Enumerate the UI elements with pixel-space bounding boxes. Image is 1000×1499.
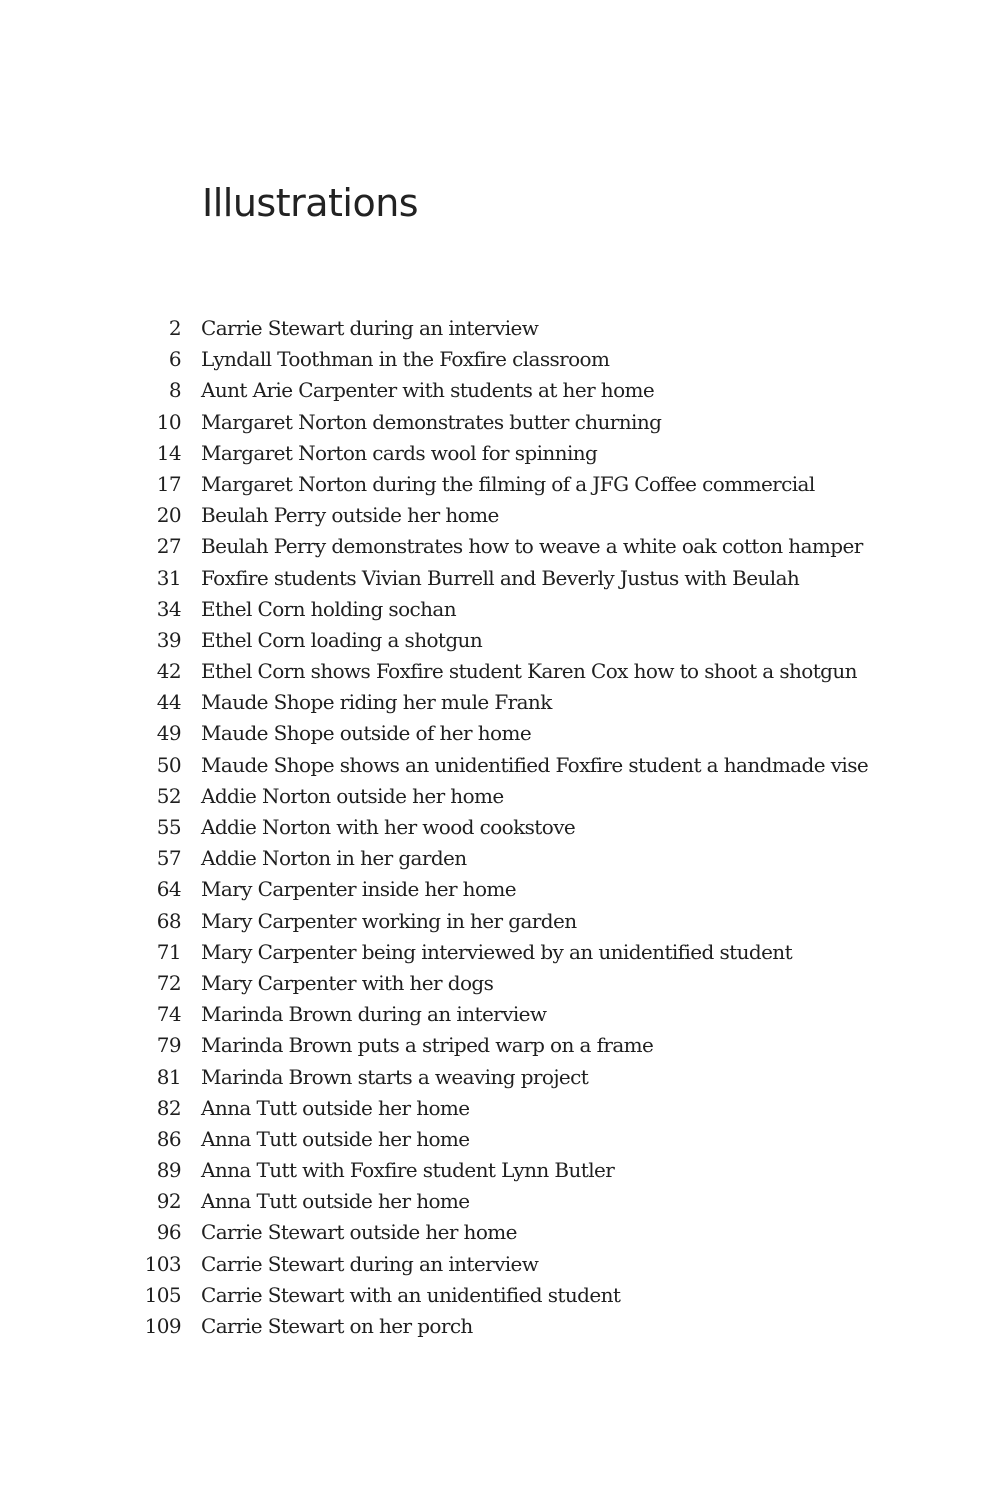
- list-item: [130, 750, 868, 781]
- page-number: 81: [156, 1064, 181, 1089]
- list-item: [130, 718, 868, 749]
- list-item: [130, 906, 868, 937]
- page-number: 34: [156, 596, 181, 621]
- page-number: 50: [156, 752, 181, 777]
- illustrations-list: [130, 313, 868, 1342]
- list-item: [130, 999, 868, 1030]
- list-item: [130, 843, 868, 874]
- list-item: [130, 531, 868, 562]
- list-item: [130, 313, 868, 344]
- illustration-caption: Ethel Corn loading a shotgun: [201, 627, 483, 652]
- list-item: [130, 1030, 868, 1061]
- list-item: [130, 594, 868, 625]
- illustration-caption: Mary Carpenter being interviewed by an unidentified student: [201, 939, 793, 964]
- illustration-caption: Margaret Norton during the filming of a JFG Coffee commercial: [201, 471, 815, 496]
- page-number: 14: [156, 440, 181, 465]
- illustration-caption: Addie Norton outside her home: [201, 783, 504, 808]
- page-number: 105: [144, 1282, 181, 1307]
- page-number: 39: [156, 627, 181, 652]
- illustration-caption: Carrie Stewart with an unidentified student: [201, 1282, 621, 1307]
- list-item: [130, 1093, 868, 1124]
- list-item: [130, 469, 868, 500]
- illustration-caption: Margaret Norton cards wool for spinning: [201, 440, 598, 465]
- page-number: 20: [156, 503, 181, 528]
- page-number: 79: [156, 1033, 181, 1058]
- page-number: 8: [168, 378, 181, 403]
- page-number: 57: [156, 846, 181, 871]
- list-item: [130, 563, 868, 594]
- list-item: [130, 1217, 868, 1248]
- illustration-caption: Anna Tutt outside her home: [201, 1189, 470, 1214]
- illustration-caption: Anna Tutt outside her home: [201, 1095, 470, 1120]
- illustration-caption: Carrie Stewart on her porch: [201, 1314, 473, 1338]
- illustration-caption: Carrie Stewart outside her home: [201, 1220, 517, 1245]
- illustration-caption: Beulah Perry demonstrates how to weave a white oak cotton hamper: [201, 534, 863, 559]
- illustration-caption: Ethel Corn shows Foxfire student Karen Cox how to shoot a shotgun: [201, 659, 857, 684]
- page-number: 82: [156, 1095, 181, 1120]
- illustration-caption: Maude Shope outside of her home: [201, 721, 532, 746]
- illustration-caption: Lyndall Toothman in the Foxfire classroom: [201, 347, 610, 372]
- page-number: 27: [156, 534, 181, 559]
- page-number: 42: [156, 659, 181, 684]
- list-item: [130, 1280, 868, 1311]
- list-item: [130, 1249, 868, 1280]
- illustration-caption: Mary Carpenter inside her home: [201, 877, 517, 902]
- illustration-caption: Aunt Arie Carpenter with students at her home: [201, 378, 655, 403]
- page-number: 6: [168, 347, 181, 372]
- illustration-caption: Foxfire students Vivian Burrell and Beverly Justus with Beulah: [201, 565, 800, 590]
- list-item: [130, 1311, 868, 1342]
- page-number: 89: [156, 1158, 181, 1183]
- page-number: 17: [156, 471, 181, 496]
- list-item: [130, 375, 868, 406]
- illustration-caption: Ethel Corn holding sochan: [201, 596, 457, 621]
- illustration-caption: Maude Shope riding her mule Frank: [201, 690, 552, 715]
- illustration-caption: Marinda Brown starts a weaving project: [201, 1064, 589, 1089]
- page-number: 71: [156, 939, 181, 964]
- list-item: [130, 407, 868, 438]
- page-title: Illustrations: [202, 181, 419, 225]
- illustration-caption: Carrie Stewart during an interview: [201, 316, 539, 340]
- list-item: [130, 781, 868, 812]
- page-number: 103: [144, 1251, 181, 1276]
- page-number: 55: [156, 815, 181, 839]
- list-item: [130, 1124, 868, 1155]
- page-number: 52: [156, 783, 181, 808]
- page-number: 96: [156, 1220, 181, 1245]
- list-item: [130, 1062, 868, 1093]
- illustration-caption: Anna Tutt with Foxfire student Lynn Butler: [201, 1158, 615, 1183]
- list-item: [130, 656, 868, 687]
- illustration-caption: Mary Carpenter working in her garden: [201, 908, 577, 933]
- illustration-caption: Maude Shope shows an unidentified Foxfire student a handmade vise: [201, 752, 869, 777]
- list-item: [130, 874, 868, 905]
- illustration-caption: Margaret Norton demonstrates butter churning: [201, 409, 662, 434]
- list-item: [130, 687, 868, 718]
- page-number: 74: [156, 1002, 181, 1027]
- page-number: 10: [156, 409, 181, 434]
- list-item: [130, 812, 868, 843]
- list-item: [130, 344, 868, 375]
- illustration-caption: Marinda Brown during an interview: [201, 1002, 547, 1027]
- page-number: 86: [156, 1126, 181, 1151]
- list-item: [130, 968, 868, 999]
- illustration-caption: Addie Norton with her wood cookstove: [201, 815, 576, 839]
- list-item: [130, 1186, 868, 1217]
- page-number: 109: [144, 1314, 181, 1338]
- page-number: 72: [156, 970, 181, 995]
- page-number: 2: [168, 316, 181, 340]
- illustration-caption: Anna Tutt outside her home: [201, 1126, 470, 1151]
- list-item: [130, 625, 868, 656]
- illustration-caption: Carrie Stewart during an interview: [201, 1251, 539, 1276]
- list-item: [130, 500, 868, 531]
- page-number: 49: [156, 721, 181, 746]
- illustration-caption: Mary Carpenter with her dogs: [201, 970, 494, 995]
- list-item: [130, 1155, 868, 1186]
- page-number: 68: [156, 908, 181, 933]
- list-item: [130, 438, 868, 469]
- page-number: 31: [156, 565, 181, 590]
- illustration-caption: Beulah Perry outside her home: [201, 503, 499, 528]
- page-number: 92: [156, 1189, 181, 1214]
- illustration-caption: Marinda Brown puts a striped warp on a frame: [201, 1033, 654, 1058]
- list-item: [130, 937, 868, 968]
- page-number: 64: [156, 877, 181, 902]
- illustration-caption: Addie Norton in her garden: [201, 846, 467, 871]
- page-number: 44: [156, 690, 181, 715]
